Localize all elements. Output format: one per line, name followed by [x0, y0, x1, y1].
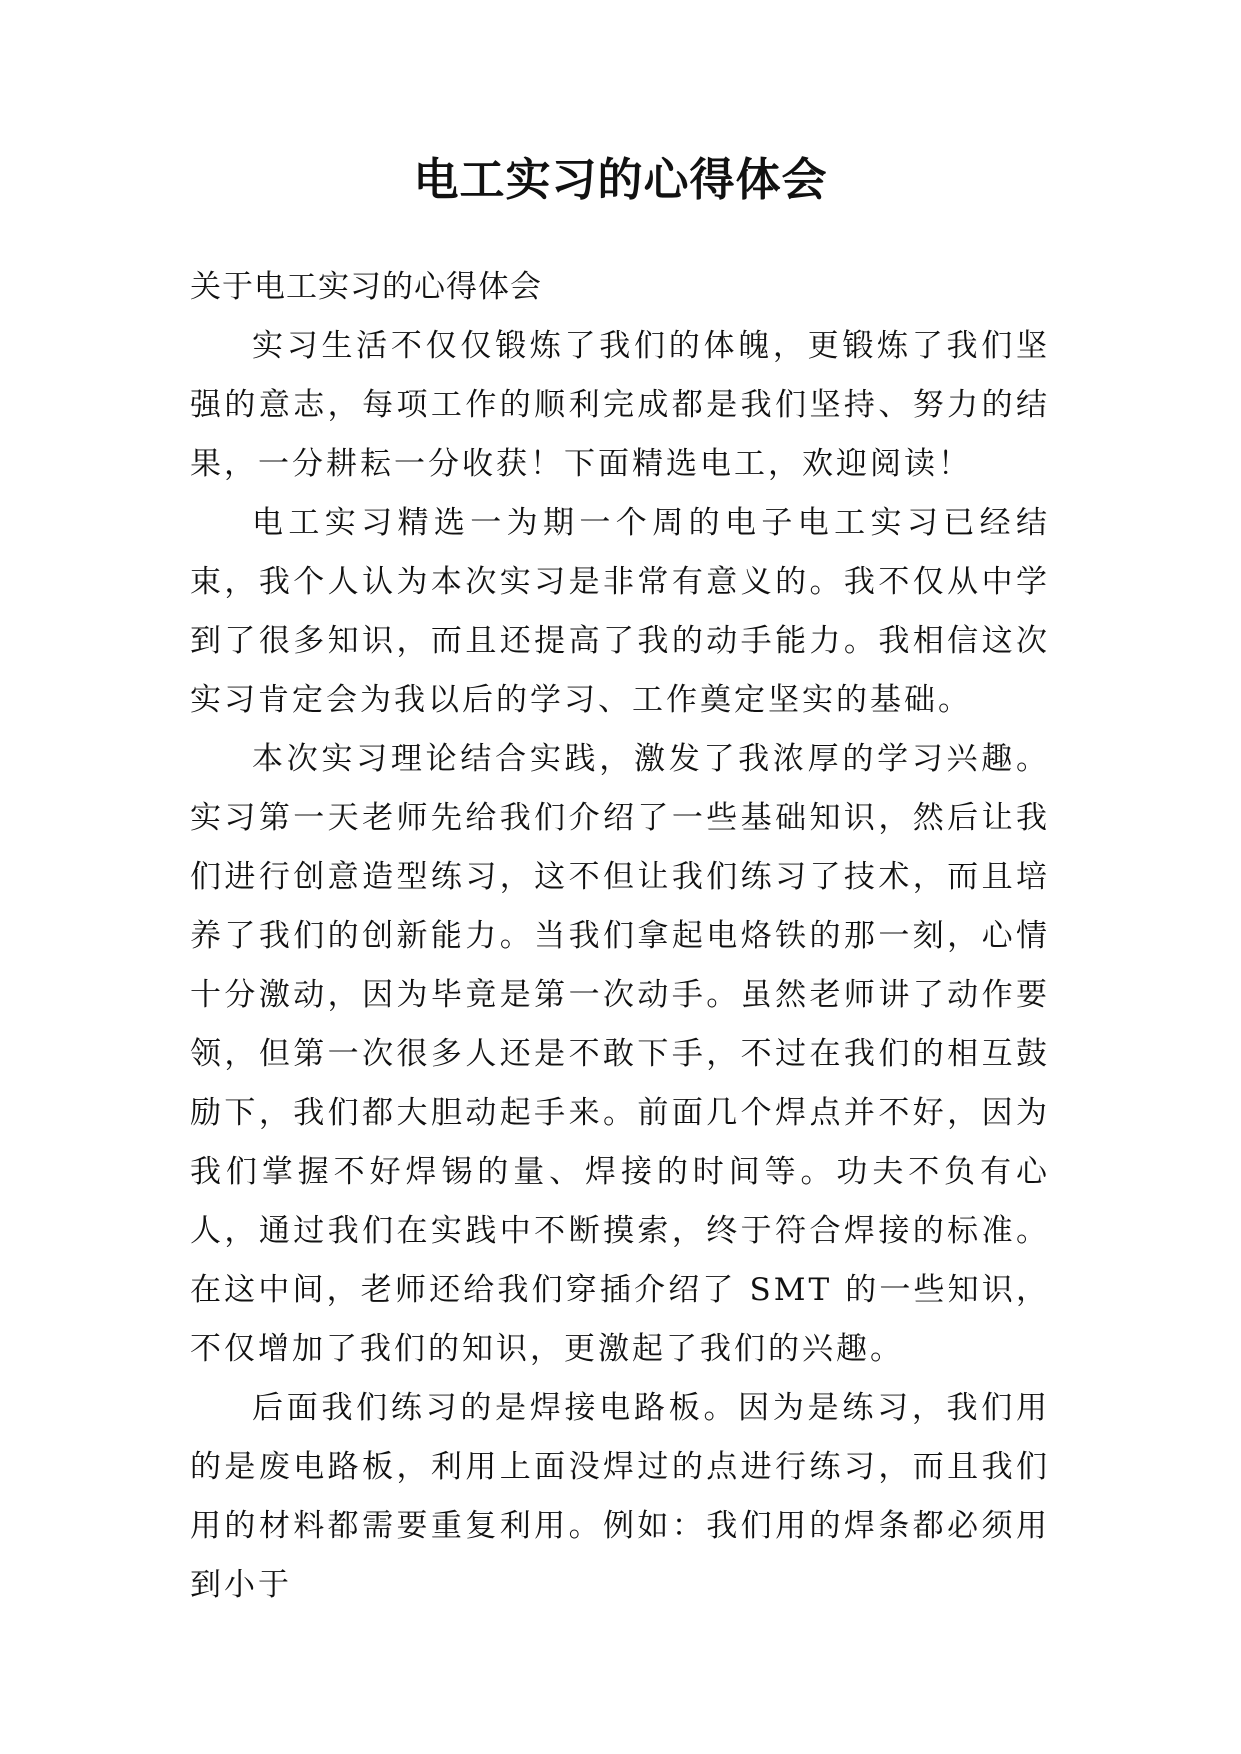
paragraph: 实习生活不仅仅锻炼了我们的体魄，更锻炼了我们坚强的意志，每项工作的顺利完成都是我们坚持、努力的结果，一分耕耘一分收获！下面精选电工，欢迎阅读！	[190, 328, 1050, 482]
paragraph: 本次实习理论结合实践，激发了我浓厚的学习兴趣。实习第一天老师先给我们介绍了一些基础知识，然后让我们进行创意造型练习，这不但让我们练习了技术，而且培养了我们的创新能力。当我们拿起电烙铁的那一刻，心情十分激动，因为毕竟是第一次动手。虽然老师讲了动作要领，但第一次很多人还是不敢下手，不过在我们的相互鼓励下，我们都大胆动起手来。前面几个焊点并不好，因为我们掌握不好焊锡的量、焊接的时间等。功夫不负有心人，通过我们在实践中不断摸索，终于符合焊接的标准。在这中间，老师还给我们穿插介绍了 SMT 的一些知识，不仅增加了我们的知识，更激起了我们的兴趣。	[190, 741, 1050, 1367]
document-title: 电工实习的心得体会	[413, 153, 828, 206]
paragraph: 后面我们练习的是焊接电路板。因为是练习，我们用的是废电路板，利用上面没焊过的点进行练习，而且我们用的材料都需要重复利用。例如：我们用的焊条都必须用到小于	[190, 1390, 1050, 1603]
paragraph: 电工实习精选一为期一个周的电子电工实习已经结束，我个人认为本次实习是非常有意义的。我不仅从中学到了很多知识，而且还提高了我的动手能力。我相信这次实习肯定会为我以后的学习、工作奠定坚实的基础。	[190, 505, 1050, 718]
document-subtitle: 关于电工实习的心得体会	[190, 269, 542, 305]
document-body	[190, 258, 1050, 1615]
